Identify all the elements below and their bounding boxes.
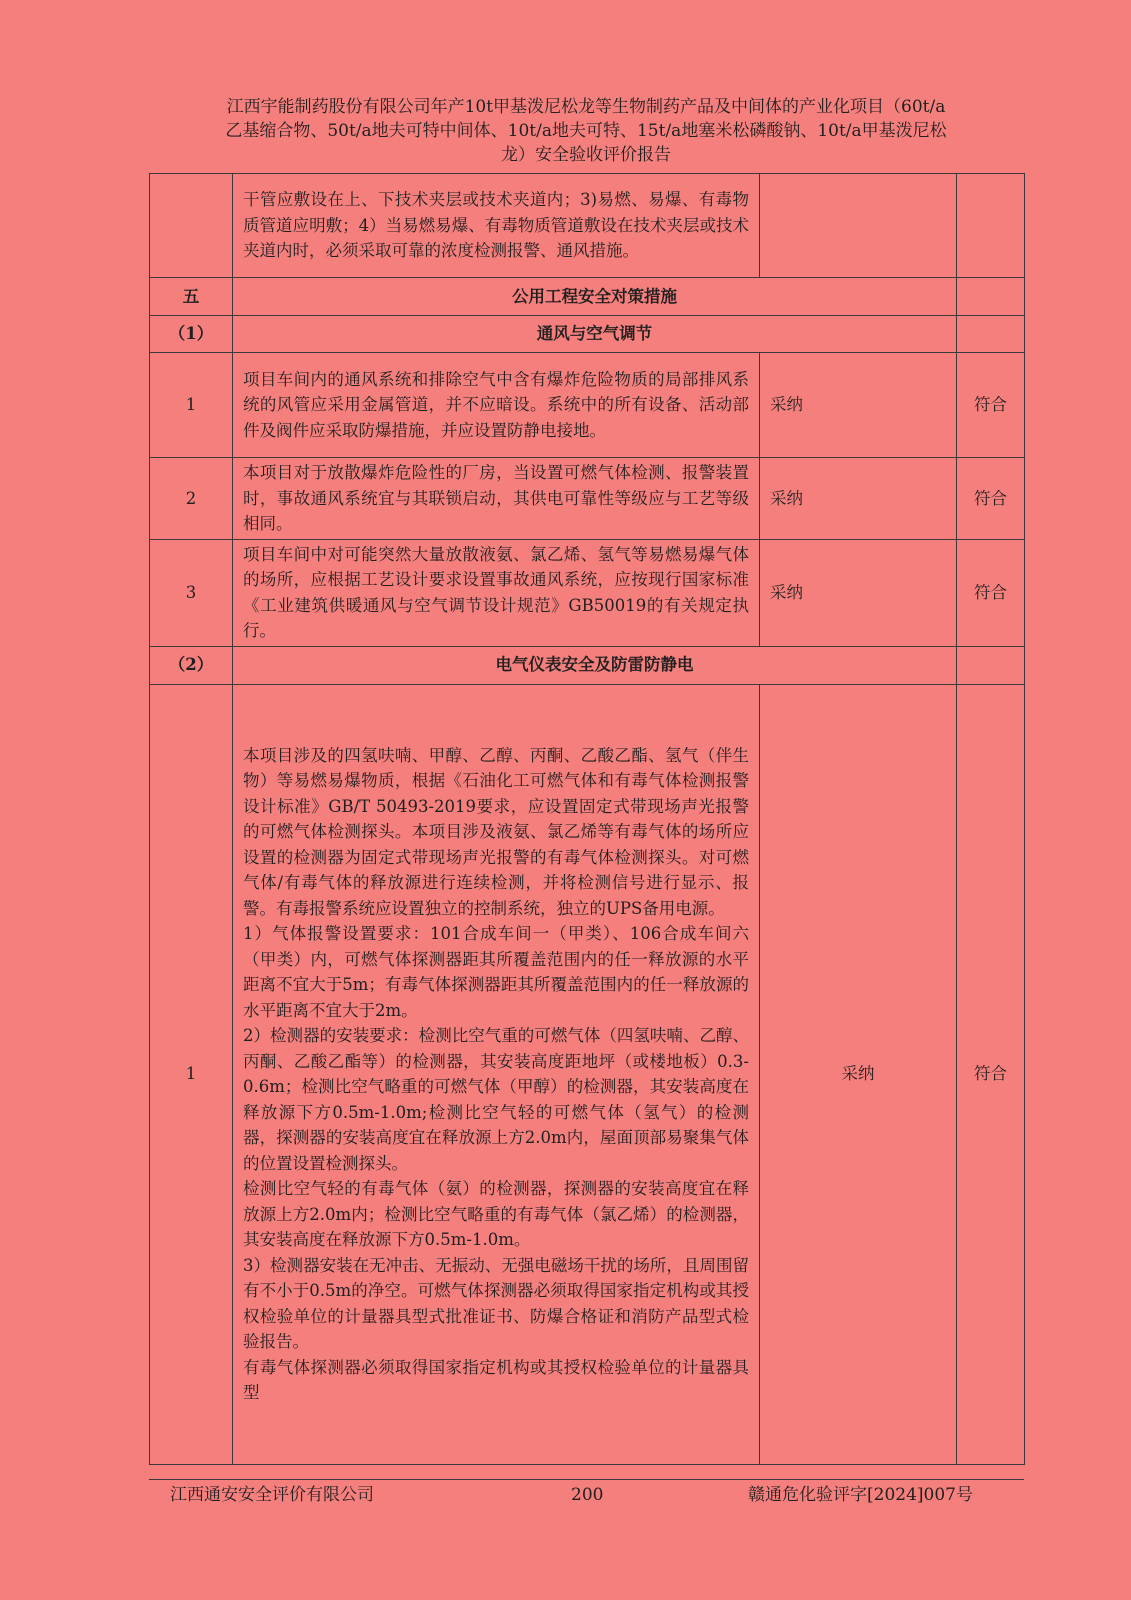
- subsection-number: （2）: [150, 646, 233, 684]
- section-row: [150, 278, 1025, 316]
- subsection-row: [150, 646, 1025, 684]
- paragraph: 检测比空气轻的有毒气体（氨）的检测器，探测器的安装高度宜在释放源上方2.0m内；检测比空气略重的有毒气体（氯乙烯）的检测器，其安装高度在释放源下方0.5m-1.0m。: [243, 1179, 749, 1249]
- cell-measure: 采纳: [760, 353, 957, 458]
- cell-result: [957, 174, 1025, 278]
- cell-result: 符合: [957, 684, 1025, 1464]
- footer-divider: [149, 1479, 1024, 1480]
- cell-measure: 采纳: [760, 458, 957, 540]
- page-number: 200: [571, 1485, 604, 1505]
- paragraph: 3）检测器安装在无冲击、无振动、无强电磁场干扰的场所，且周围留有不小于0.5m的净空。可燃气体探测器必须取得国家指定机构或其授权检验单位的计量器具型式批准证书、防爆合格证和消防产品型式检验报告。: [243, 1255, 749, 1351]
- paragraph: 本项目涉及的四氢呋喃、甲醇、乙醇、丙酮、乙酸乙酯、氢气（伴生物）等易燃易爆物质，根据《石油化工可燃气体和有毒气体检测报警设计标准》GB/T 50493-2019要求，应设置固定式带现场声光报警的可燃气体检测探头。本项目涉及液氨、氯乙烯等有毒气体的场所应设置的检测器为固定式带现场声光报警的有毒气体检测探头。对可燃气体/有毒气体的释放源进行连续检测，并将检测信号进行显示、报警。有毒报警系统应设置独立的控制系统，独立的UPS备用电源。: [243, 745, 749, 918]
- cell-result: [957, 316, 1025, 353]
- footer-company: 江西通安安全评价有限公司: [170, 1485, 374, 1505]
- measures-table-container: [149, 173, 1024, 1465]
- cell-no: 1: [150, 353, 233, 458]
- document-header: [150, 95, 1022, 167]
- header-line-1: 江西宇能制药股份有限公司年产10t甲基泼尼松龙等生物制药产品及中间体的产业化项目（60t/a: [226, 97, 946, 117]
- table-row: [150, 684, 1025, 1464]
- table-row: [150, 539, 1025, 646]
- cell-no: 3: [150, 539, 233, 646]
- cell-text: 项目车间内的通风系统和排除空气中含有爆炸危险物质的局部排风系统的风管应采用金属管道，并不应暗设。系统中的所有设备、活动部件及阀件应采取防爆措施，并应设置防静电接地。: [233, 353, 760, 458]
- cell-measure: 采纳: [760, 539, 957, 646]
- cell-result: [957, 278, 1025, 316]
- paragraph: 1）气体报警设置要求：101合成车间一（甲类）、106合成车间六（甲类）内，可燃气体探测器距其所覆盖范围内的任一释放源的水平距离不宜大于5m；有毒气体探测器距其所覆盖范围内的任一释放源的水平距离不宜大于2m。: [243, 924, 749, 1020]
- cell-result: 符合: [957, 458, 1025, 540]
- cell-result: [957, 646, 1025, 684]
- section-number: 五: [150, 278, 233, 316]
- cell-no: [150, 174, 233, 278]
- section-title: 公用工程安全对策措施: [233, 278, 957, 316]
- cell-measure: 采纳: [760, 684, 957, 1464]
- table-row: [150, 458, 1025, 540]
- subsection-number: （1）: [150, 316, 233, 353]
- subsection-row: [150, 316, 1025, 353]
- cell-result: 符合: [957, 539, 1025, 646]
- cell-result: 符合: [957, 353, 1025, 458]
- paragraph: 2）检测器的安装要求：检测比空气重的可燃气体（四氢呋喃、乙醇、丙酮、乙酸乙酯等）的检测器，其安装高度距地坪（或楼地板）0.3-0.6m；检测比空气略重的可燃气体（甲醇）的检测器，其安装高度在释放源下方0.5m-1.0m;检测比空气轻的可燃气体（氢气）的检测器，探测器的安装高度宜在释放源上方2.0m内，屋面顶部易聚集气体的位置设置检测探头。: [243, 1026, 749, 1173]
- measures-table: [149, 173, 1025, 1465]
- cell-text: 干管应敷设在上、下技术夹层或技术夹道内；3)易燃、易爆、有毒物质管道应明敷；4）当易燃易爆、有毒物质管道敷设在技术夹层或技术夹道内时，必须采取可靠的浓度检测报警、通风措施。: [233, 174, 760, 278]
- paragraph: 有毒气体探测器必须取得国家指定机构或其授权检验单位的计量器具型: [243, 1357, 749, 1402]
- cell-no: 1: [150, 684, 233, 1464]
- cell-text: 本项目对于放散爆炸危险性的厂房，当设置可燃气体检测、报警装置时，事故通风系统宜与其联锁启动，其供电可靠性等级应与工艺等级相同。: [233, 458, 760, 540]
- table-row: [150, 353, 1025, 458]
- document-number: 赣通危化验评字[2024]007号: [748, 1485, 973, 1505]
- header-line-3: 龙）安全验收评价报告: [501, 145, 671, 165]
- cell-measure: [760, 174, 957, 278]
- table-row: [150, 174, 1025, 278]
- cell-text: [233, 684, 760, 1464]
- cell-text: 项目车间中对可能突然大量放散液氨、氯乙烯、氢气等易燃易爆气体的场所，应根据工艺设计要求设置事故通风系统，应按现行国家标准《工业建筑供暖通风与空气调节设计规范》GB50019的有关规定执行。: [233, 539, 760, 646]
- cell-no: 2: [150, 458, 233, 540]
- subsection-title: 电气仪表安全及防雷防静电: [233, 646, 957, 684]
- subsection-title: 通风与空气调节: [233, 316, 957, 353]
- header-line-2: 乙基缩合物、50t/a地夫可特中间体、10t/a地夫可特、15t/a地塞米松磷酸钠、10t/a甲基泼尼松: [225, 121, 947, 141]
